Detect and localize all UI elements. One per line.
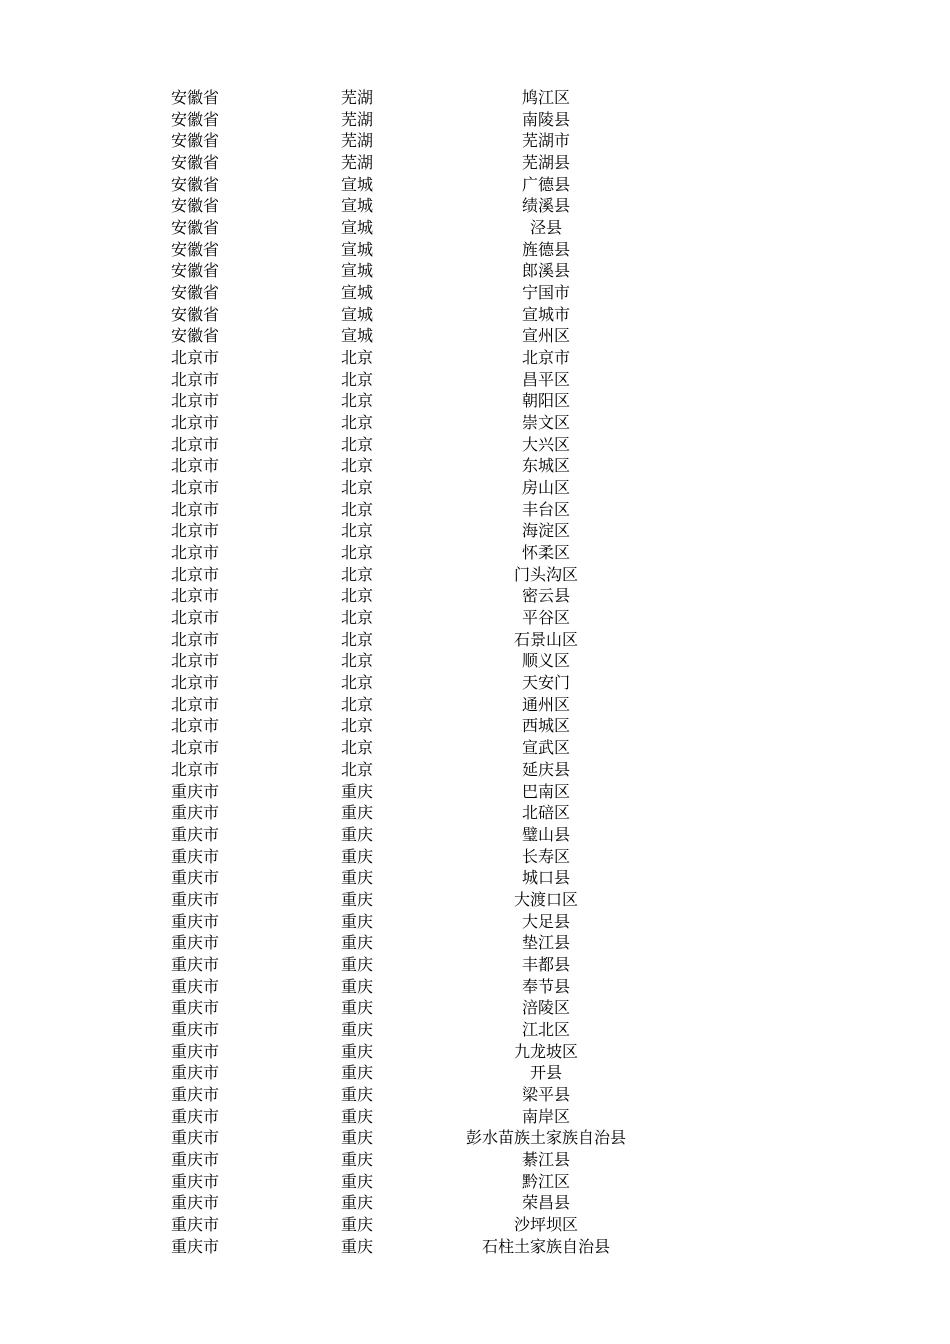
table-row: [0, 1192, 950, 1214]
province-cell: 北京市: [171, 369, 220, 389]
table-row: [0, 650, 950, 672]
city-cell: 宣城: [341, 196, 374, 216]
table-row: [0, 759, 950, 781]
city-cell: 北京: [341, 629, 374, 649]
district-cell: 南岸区: [521, 1106, 570, 1126]
district-cell: 大足县: [521, 911, 570, 931]
table-row: [0, 520, 950, 542]
district-cell: 平谷区: [521, 608, 570, 628]
city-cell: 北京: [341, 348, 374, 368]
province-cell: 安徽省: [171, 326, 220, 346]
table-row: [0, 1149, 950, 1171]
province-cell: 安徽省: [171, 109, 220, 129]
province-cell: 北京市: [171, 564, 220, 584]
district-cell: 宣武区: [521, 738, 570, 758]
city-cell: 重庆: [341, 803, 374, 823]
city-cell: 宣城: [341, 218, 374, 238]
city-cell: 北京: [341, 413, 374, 433]
city-cell: 重庆: [341, 954, 374, 974]
table-row: [0, 1019, 950, 1041]
district-cell: 通州区: [521, 694, 570, 714]
city-cell: 北京: [341, 521, 374, 541]
district-cell: 崇文区: [521, 413, 570, 433]
city-cell: 北京: [341, 543, 374, 563]
city-cell: 重庆: [341, 1236, 374, 1256]
district-cell: 怀柔区: [521, 543, 570, 563]
province-cell: 北京市: [171, 694, 220, 714]
city-cell: 北京: [341, 608, 374, 628]
table-row: [0, 412, 950, 434]
district-cell: 海淀区: [521, 521, 570, 541]
province-cell: 安徽省: [171, 131, 220, 151]
table-row: [0, 997, 950, 1019]
district-cell: 石柱土家族自治县: [481, 1236, 610, 1256]
province-cell: 北京市: [171, 651, 220, 671]
district-cell: 石景山区: [513, 629, 578, 649]
province-cell: 北京市: [171, 391, 220, 411]
table-row: [0, 477, 950, 499]
table-row: [0, 1127, 950, 1149]
table-row: [0, 1106, 950, 1128]
province-cell: 重庆市: [171, 1019, 220, 1039]
province-cell: 北京市: [171, 738, 220, 758]
table-row: [0, 1214, 950, 1236]
province-cell: 安徽省: [171, 239, 220, 259]
district-cell: 奉节县: [521, 976, 570, 996]
table-row: [0, 304, 950, 326]
province-cell: 北京市: [171, 521, 220, 541]
province-cell: 北京市: [171, 478, 220, 498]
city-cell: 宣城: [341, 283, 374, 303]
district-cell: 九龙坡区: [513, 1041, 578, 1061]
province-cell: 安徽省: [171, 218, 220, 238]
district-cell: 涪陵区: [521, 998, 570, 1018]
province-cell: 北京市: [171, 629, 220, 649]
table-row: [0, 715, 950, 737]
city-cell: 宣城: [341, 326, 374, 346]
district-cell: 顺义区: [521, 651, 570, 671]
table-row: [0, 347, 950, 369]
province-cell: 重庆市: [171, 1171, 220, 1191]
region-table: [0, 87, 950, 1257]
district-cell: 天安门: [521, 673, 570, 693]
city-cell: 北京: [341, 478, 374, 498]
city-cell: 重庆: [341, 889, 374, 909]
city-cell: 重庆: [341, 824, 374, 844]
table-row: [0, 867, 950, 889]
province-cell: 安徽省: [171, 304, 220, 324]
district-cell: 广德县: [521, 174, 570, 194]
city-cell: 重庆: [341, 998, 374, 1018]
district-cell: 綦江县: [521, 1149, 570, 1169]
city-cell: 宣城: [341, 304, 374, 324]
city-cell: 重庆: [341, 1106, 374, 1126]
province-cell: 重庆市: [171, 1106, 220, 1126]
table-row: [0, 1236, 950, 1258]
table-row: [0, 390, 950, 412]
city-cell: 重庆: [341, 1084, 374, 1104]
city-cell: 重庆: [341, 1019, 374, 1039]
table-row: [0, 87, 950, 109]
district-cell: 延庆县: [521, 759, 570, 779]
province-cell: 北京市: [171, 586, 220, 606]
table-row: [0, 954, 950, 976]
province-cell: 安徽省: [171, 153, 220, 173]
province-cell: 重庆市: [171, 954, 220, 974]
city-cell: 北京: [341, 564, 374, 584]
city-cell: 芜湖: [341, 131, 374, 151]
district-cell: 门头沟区: [513, 564, 578, 584]
district-cell: 南陵县: [521, 109, 570, 129]
table-row: [0, 434, 950, 456]
province-cell: 重庆市: [171, 868, 220, 888]
district-cell: 朝阳区: [521, 391, 570, 411]
city-cell: 宣城: [341, 261, 374, 281]
table-row: [0, 455, 950, 477]
table-row: [0, 239, 950, 261]
table-row: [0, 932, 950, 954]
province-cell: 北京市: [171, 413, 220, 433]
province-cell: 北京市: [171, 608, 220, 628]
city-cell: 重庆: [341, 781, 374, 801]
province-cell: 北京市: [171, 456, 220, 476]
city-cell: 重庆: [341, 911, 374, 931]
district-cell: 城口县: [521, 868, 570, 888]
table-row: [0, 152, 950, 174]
table-row: [0, 564, 950, 586]
city-cell: 北京: [341, 673, 374, 693]
city-cell: 重庆: [341, 1063, 374, 1083]
province-cell: 重庆市: [171, 911, 220, 931]
district-cell: 彭水苗族土家族自治县: [465, 1128, 626, 1148]
district-cell: 北碚区: [521, 803, 570, 823]
table-row: [0, 781, 950, 803]
district-cell: 大兴区: [521, 434, 570, 454]
table-row: [0, 585, 950, 607]
province-cell: 重庆市: [171, 998, 220, 1018]
province-cell: 北京市: [171, 434, 220, 454]
district-cell: 芜湖市: [521, 131, 570, 151]
province-cell: 安徽省: [171, 196, 220, 216]
province-cell: 重庆市: [171, 803, 220, 823]
table-row: [0, 174, 950, 196]
table-row: [0, 889, 950, 911]
table-row: [0, 694, 950, 716]
table-row: [0, 1084, 950, 1106]
city-cell: 北京: [341, 586, 374, 606]
city-cell: 芜湖: [341, 153, 374, 173]
table-row: [0, 1041, 950, 1063]
province-cell: 北京市: [171, 716, 220, 736]
province-cell: 重庆市: [171, 1149, 220, 1169]
district-cell: 鸠江区: [521, 88, 570, 107]
table-row: [0, 737, 950, 759]
district-cell: 开县: [529, 1063, 562, 1083]
table-row: [0, 672, 950, 694]
district-cell: 房山区: [521, 478, 570, 498]
province-cell: 重庆市: [171, 846, 220, 866]
city-cell: 北京: [341, 651, 374, 671]
district-cell: 宣州区: [521, 326, 570, 346]
district-cell: 江北区: [521, 1019, 570, 1039]
province-cell: 重庆市: [171, 1041, 220, 1061]
district-cell: 沙坪坝区: [513, 1214, 578, 1234]
district-cell: 泾县: [529, 218, 562, 238]
district-cell: 绩溪县: [521, 196, 570, 216]
table-row: [0, 282, 950, 304]
table-row: [0, 1171, 950, 1193]
city-cell: 重庆: [341, 1128, 374, 1148]
district-cell: 黔江区: [521, 1171, 570, 1191]
table-row: [0, 607, 950, 629]
province-cell: 重庆市: [171, 1236, 220, 1256]
table-row: [0, 195, 950, 217]
district-cell: 巴南区: [521, 781, 570, 801]
district-cell: 西城区: [521, 716, 570, 736]
city-cell: 重庆: [341, 868, 374, 888]
city-cell: 北京: [341, 456, 374, 476]
table-row: [0, 911, 950, 933]
district-cell: 昌平区: [521, 369, 570, 389]
province-cell: 重庆市: [171, 824, 220, 844]
city-cell: 重庆: [341, 1149, 374, 1169]
district-cell: 长寿区: [521, 846, 570, 866]
province-cell: 重庆市: [171, 1063, 220, 1083]
province-cell: 安徽省: [171, 261, 220, 281]
city-cell: 北京: [341, 759, 374, 779]
province-cell: 北京市: [171, 499, 220, 519]
province-cell: 重庆市: [171, 1084, 220, 1104]
district-cell: 丰都县: [521, 954, 570, 974]
table-row: [0, 846, 950, 868]
city-cell: 北京: [341, 369, 374, 389]
province-cell: 重庆市: [171, 1128, 220, 1148]
table-row: [0, 499, 950, 521]
province-cell: 重庆市: [171, 933, 220, 953]
district-cell: 宣城市: [521, 304, 570, 324]
district-cell: 梁平县: [521, 1084, 570, 1104]
city-cell: 北京: [341, 391, 374, 411]
district-cell: 璧山县: [521, 824, 570, 844]
city-cell: 宣城: [341, 174, 374, 194]
table-row: [0, 976, 950, 998]
province-cell: 重庆市: [171, 1214, 220, 1234]
province-cell: 北京市: [171, 348, 220, 368]
province-cell: 重庆市: [171, 889, 220, 909]
province-cell: 重庆市: [171, 781, 220, 801]
district-cell: 丰台区: [521, 499, 570, 519]
province-cell: 重庆市: [171, 976, 220, 996]
table-row: [0, 802, 950, 824]
table-row: [0, 629, 950, 651]
district-cell: 荣昌县: [521, 1193, 570, 1213]
city-cell: 北京: [341, 499, 374, 519]
table-row: [0, 260, 950, 282]
table-row: [0, 824, 950, 846]
city-cell: 重庆: [341, 1041, 374, 1061]
table-row: [0, 1062, 950, 1084]
district-cell: 旌德县: [521, 239, 570, 259]
table-row: [0, 325, 950, 347]
table-row: [0, 130, 950, 152]
city-cell: 重庆: [341, 846, 374, 866]
province-cell: 北京市: [171, 759, 220, 779]
province-cell: 安徽省: [171, 174, 220, 194]
city-cell: 北京: [341, 694, 374, 714]
district-cell: 北京市: [521, 348, 570, 368]
district-cell: 芜湖县: [521, 153, 570, 173]
province-cell: 北京市: [171, 673, 220, 693]
city-cell: 重庆: [341, 1193, 374, 1213]
city-cell: 宣城: [341, 239, 374, 259]
city-cell: 芜湖: [341, 109, 374, 129]
district-cell: 郎溪县: [521, 261, 570, 281]
city-cell: 北京: [341, 716, 374, 736]
district-cell: 密云县: [521, 586, 570, 606]
district-cell: 垫江县: [521, 933, 570, 953]
city-cell: 重庆: [341, 1171, 374, 1191]
city-cell: 北京: [341, 434, 374, 454]
city-cell: 重庆: [341, 976, 374, 996]
district-cell: 宁国市: [521, 283, 570, 303]
table-row: [0, 109, 950, 131]
city-cell: 芜湖: [341, 88, 374, 107]
district-cell: 大渡口区: [513, 889, 578, 909]
province-cell: 安徽省: [171, 283, 220, 303]
region-table-body: [0, 87, 950, 1257]
province-cell: 重庆市: [171, 1193, 220, 1213]
table-row: [0, 369, 950, 391]
city-cell: 重庆: [341, 1214, 374, 1234]
city-cell: 重庆: [341, 933, 374, 953]
city-cell: 北京: [341, 738, 374, 758]
district-cell: 东城区: [521, 456, 570, 476]
table-row: [0, 217, 950, 239]
province-cell: 安徽省: [171, 88, 220, 107]
province-cell: 北京市: [171, 543, 220, 563]
table-row: [0, 542, 950, 564]
